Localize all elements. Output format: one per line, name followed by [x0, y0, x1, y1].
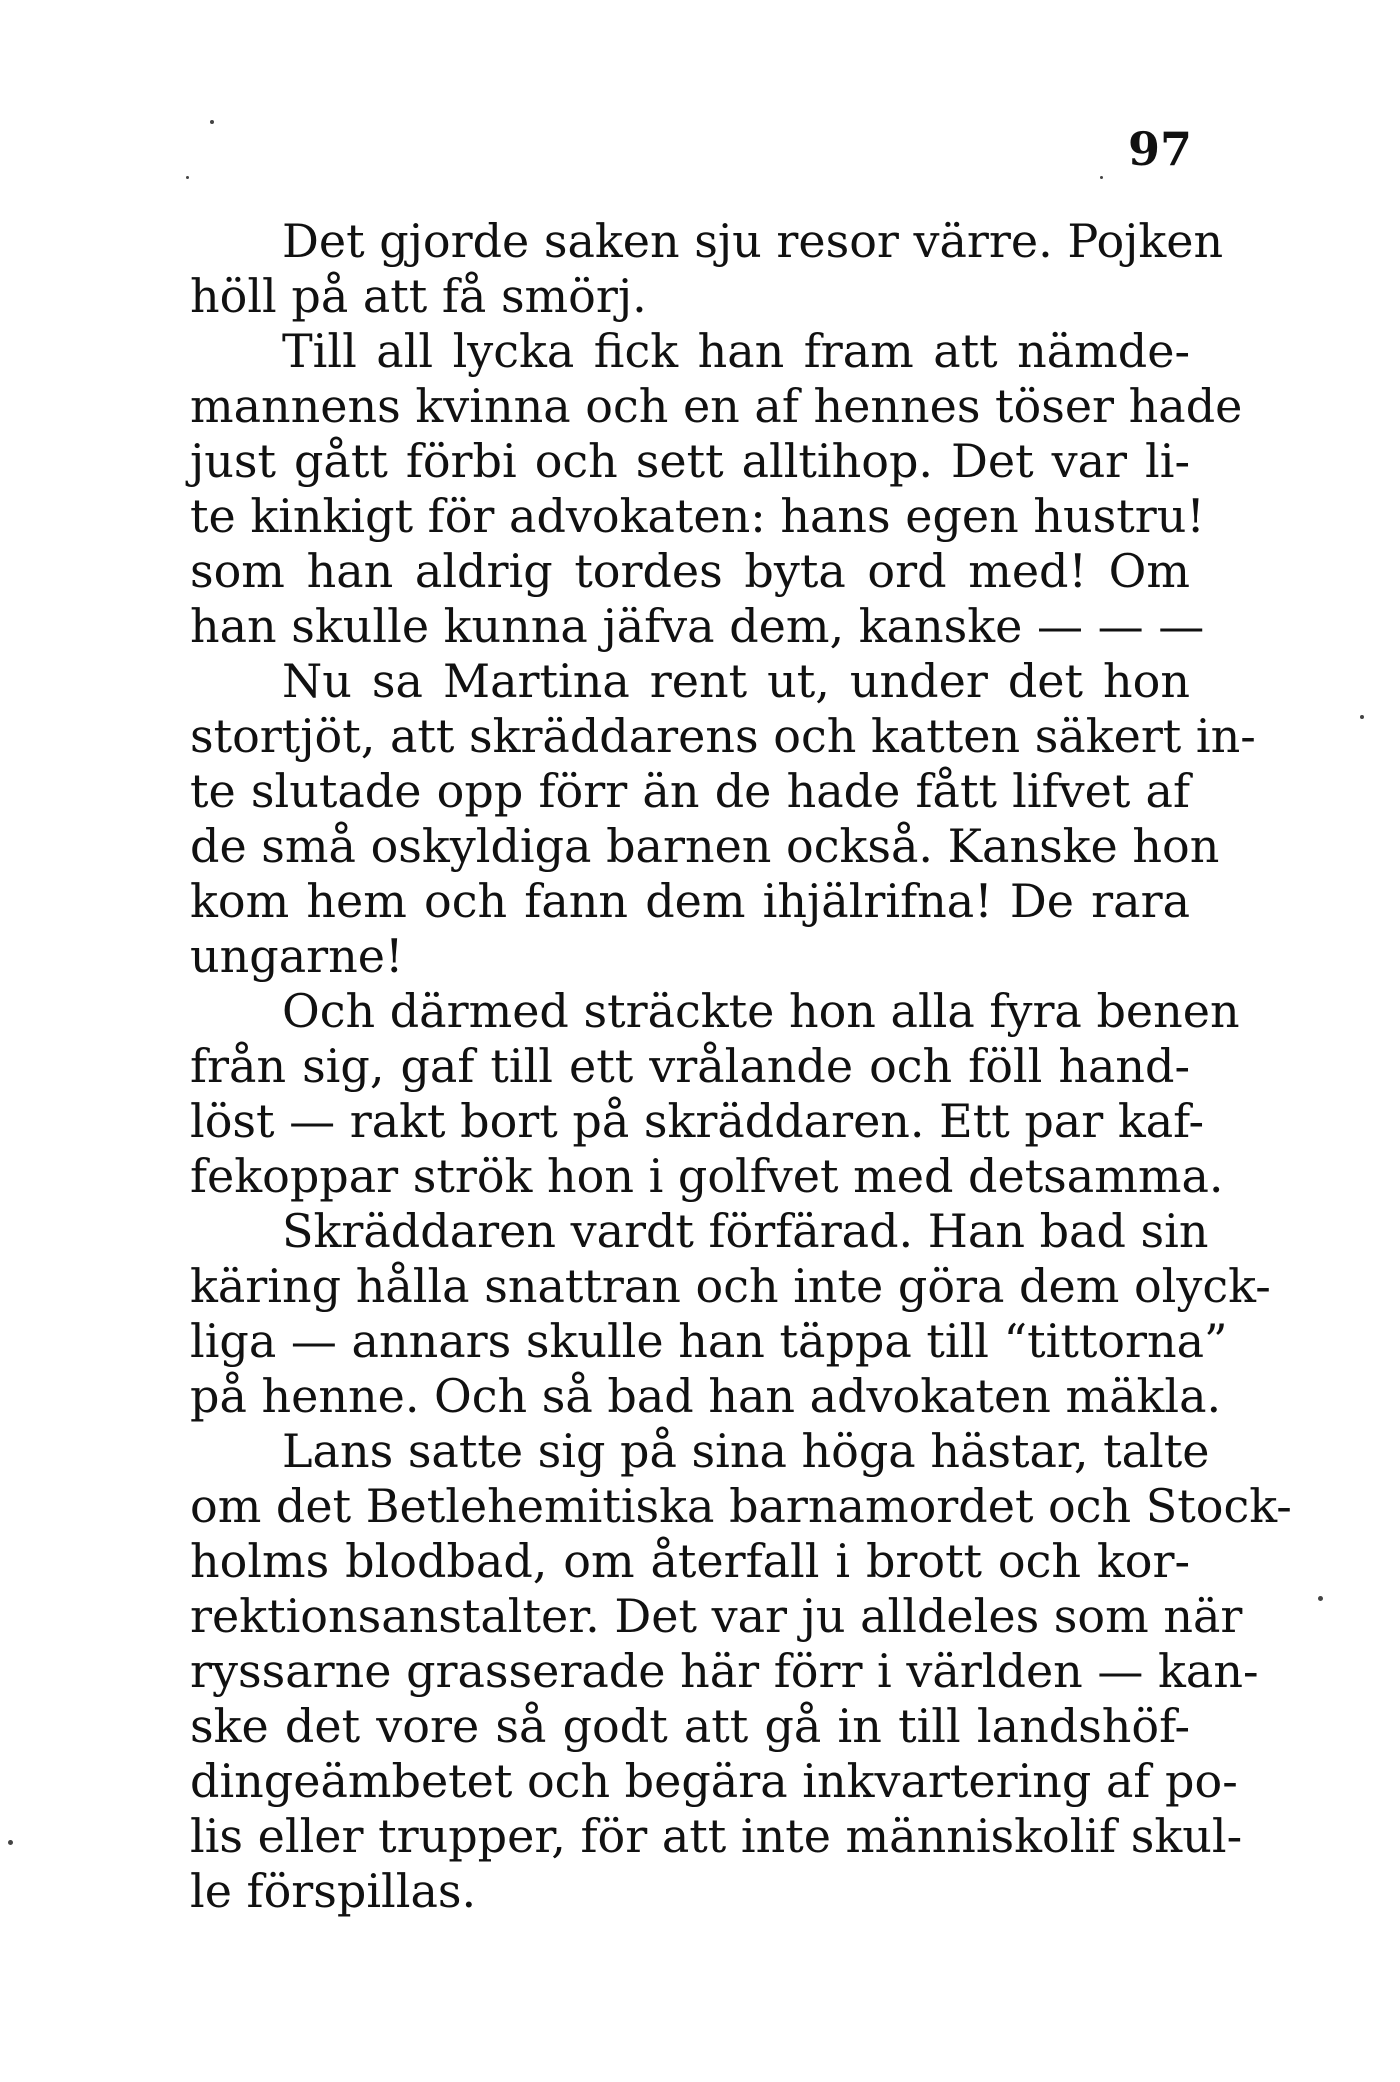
text-line: holms blodbad, om återfall i brott och kor- — [190, 1534, 1190, 1588]
text-line: Skräddaren vardt förfärad. Han bad sin — [282, 1204, 1209, 1258]
text-line: just gått förbi och sett alltihop. Det var li- — [190, 434, 1190, 488]
text-line: stortjöt, att skräddarens och katten säkert in- — [190, 709, 1256, 763]
text-line: lis eller trupper, för att inte människolif skul- — [190, 1809, 1243, 1863]
print-speck — [186, 176, 189, 179]
print-speck — [1360, 715, 1364, 719]
text-line: från sig, gaf till ett vrålande och föll hand- — [190, 1039, 1190, 1093]
text-line: om det Betlehemitiska barnamordet och Stock- — [190, 1479, 1292, 1533]
text-line: Lans satte sig på sina höga hästar, talte — [282, 1424, 1210, 1478]
text-line: Det gjorde saken sju resor värre. Pojken — [282, 214, 1224, 268]
print-speck — [210, 120, 214, 124]
text-line: käring hålla snattran och inte göra dem olyck- — [190, 1259, 1271, 1313]
text-line: Och därmed sträckte hon alla fyra benen — [282, 984, 1240, 1038]
text-line: te slutade opp förr än de hade fått lifvet af — [190, 764, 1190, 818]
text-line: te kinkigt för advokaten: hans egen hustru! — [190, 489, 1205, 543]
print-speck — [8, 1840, 13, 1845]
text-line: löst — rakt bort på skräddaren. Ett par kaf- — [190, 1094, 1205, 1148]
body-text — [190, 214, 1292, 1919]
text-line: fekoppar strök hon i golfvet med detsamma. — [190, 1149, 1224, 1203]
text-line: han skulle kunna jäfva dem, kanske — — — — [190, 599, 1205, 653]
text-line: Nu sa Martina rent ut, under det hon — [282, 654, 1190, 708]
text-line: som han aldrig tordes byta ord med! Om — [190, 544, 1190, 598]
print-speck — [1100, 176, 1103, 179]
text-line: höll på att få smörj. — [190, 269, 647, 323]
text-line: ske det vore så godt att gå in till landshöf- — [190, 1699, 1190, 1753]
text-line: le förspillas. — [190, 1864, 477, 1918]
text-line: rektionsanstalter. Det var ju alldeles som när — [190, 1589, 1243, 1643]
text-line: dingeämbetet och begära inkvartering af po- — [190, 1754, 1238, 1808]
text-line: liga — annars skulle han täppa till “tittorna” — [190, 1314, 1228, 1368]
text-line: ungarne! — [190, 929, 404, 983]
page-number: 97 — [1128, 122, 1193, 176]
text-line: Till all lycka fick han fram att nämde- — [282, 324, 1190, 378]
text-line: mannens kvinna och en af hennes töser hade — [190, 379, 1243, 433]
text-line: de små oskyldiga barnen också. Kanske hon — [190, 819, 1220, 873]
print-speck — [1318, 1596, 1323, 1601]
text-line: kom hem och fann dem ihjälrifna! De rara — [190, 874, 1190, 928]
text-line: på henne. Och så bad han advokaten mäkla. — [190, 1369, 1222, 1423]
text-line: ryssarne grasserade här förr i världen — kan- — [190, 1644, 1259, 1698]
